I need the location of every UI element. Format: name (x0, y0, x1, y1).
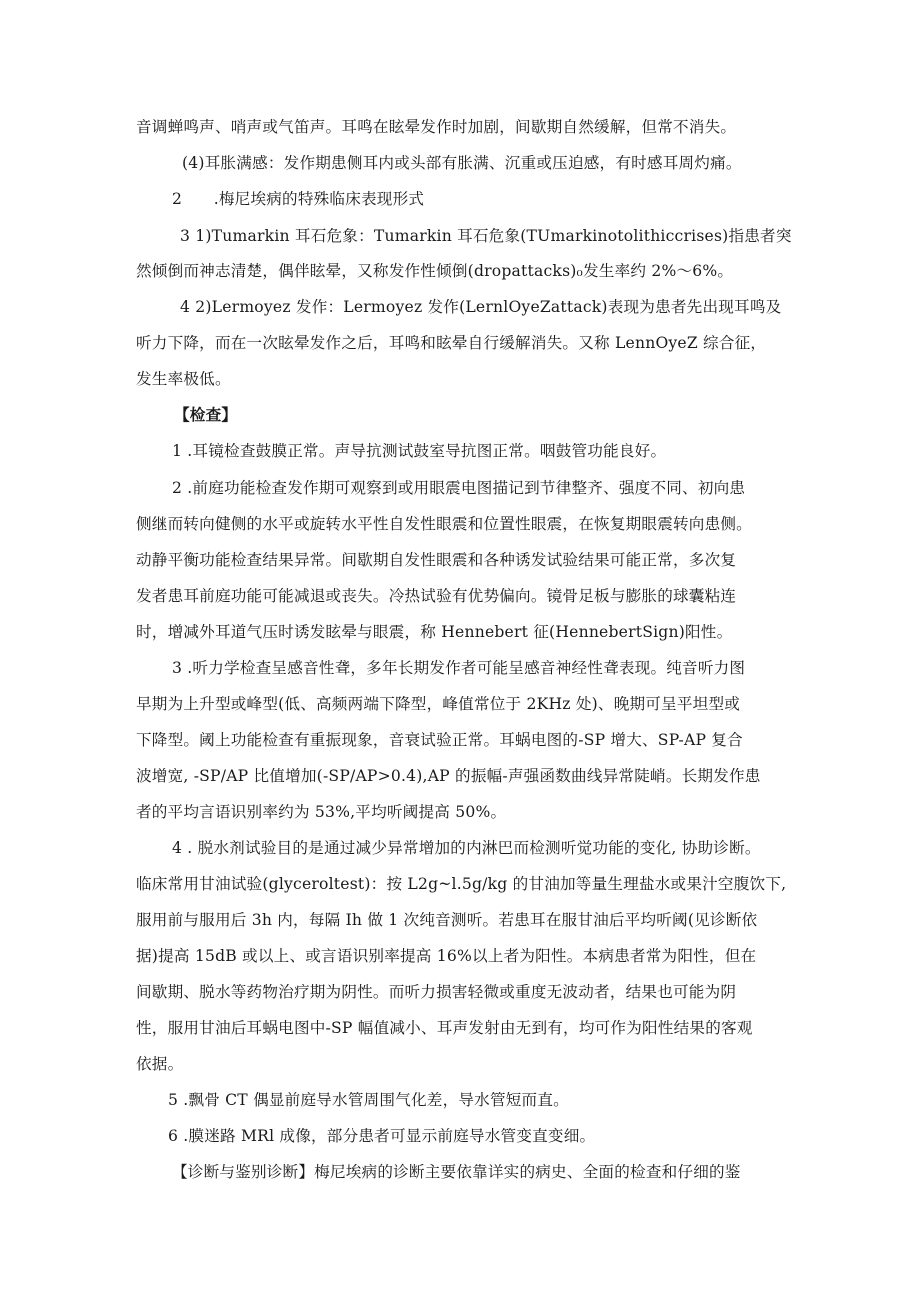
paragraph-line: 下降型。阈上功能检查有重振现象，音衰试验正常。耳蜗电图的-SP 增大、SP-AP 复合 (136, 731, 743, 749)
paragraph-line: 依据。 (136, 1055, 184, 1073)
paragraph-line: 早期为上升型或峰型(低、高频两端下降型，峰值常位于 2KHz 处)、晚期可呈平坦型或 (136, 695, 741, 713)
paragraph-line: (4)耳胀满感：发作期患侧耳内或头部有胀满、沉重或压迫感，有时感耳周灼痛。 (182, 154, 742, 172)
paragraph-line: 然倾倒而神志清楚，偶伴眩晕，又称发作性倾倒(dropattacks)₀发生率约 2%～6%。 (136, 262, 734, 280)
paragraph-line: 服用前与服用后 3h 内，每隔 Ih 做 1 次纯音测听。若患耳在服甘油后平均听阈(见诊断依 (136, 911, 758, 929)
paragraph-line: 4 . 脱水剂试验目的是通过减少异常增加的内淋巴而检测听觉功能的变化, 协助诊断。 (172, 839, 761, 857)
paragraph-line: 据)提高 15dB 或以上、或言语识别率提高 16%以上者为阳性。本病患者常为阳性，但在 (136, 947, 757, 965)
paragraph-line-diagnosis: 【诊断与鉴别诊断】梅尼埃病的诊断主要依靠详实的病史、全面的检查和仔细的鉴 (172, 1163, 741, 1181)
paragraph-line: 性，服用甘油后耳蜗电图中-SP 幅值减小、耳声发射由无到有，均可作为阳性结果的客观 (136, 1019, 753, 1037)
paragraph-line: 临床常用甘油试验(glyceroltest)：按 L2g~l.5g/kg 的甘油加等量生理盐水或果汁空腹饮下, (136, 875, 787, 893)
paragraph-line: 间歇期、脱水等药物治疗期为阴性。而听力损害轻微或重度无波动者，结果也可能为阴 (136, 983, 737, 1001)
paragraph-line: 听力下降，而在一次眩晕发作之后，耳鸣和眩晕自行缓解消失。又称 LennOyeZ 综合征， (136, 334, 767, 352)
paragraph-line: 者的平均言语识别率约为 53%,平均听阈提高 50%。 (136, 803, 507, 821)
paragraph-line: 发生率极低。 (136, 370, 231, 388)
paragraph-line: 发者患耳前庭功能可能减退或丧失。冷热试验有优势偏向。镜骨足板与膨胀的球囊粘连 (136, 587, 737, 605)
section-heading-exam: 【检查】 (174, 405, 238, 424)
paragraph-line: 6 .膜迷路 MRl 成像，部分患者可显示前庭导水管变直变细。 (168, 1127, 596, 1145)
paragraph-line: 2 .前庭功能检查发作期可观察到或用眼震电图描记到节律整齐、强度不同、初向患 (172, 479, 746, 497)
paragraph-line: 4 2)Lermoyez 发作：Lermoyez 发作(LernlOyeZattack)表现为患者先出现耳鸣及 (180, 298, 782, 316)
paragraph-line: 音调蝉鸣声、哨声或气笛声。耳鸣在眩晕发作时加剧，间歇期自然缓解，但常不消失。 (136, 118, 737, 136)
paragraph-line: 3 .听力学检查呈感音性聋，多年长期发作者可能呈感音神经性聋表现。纯音听力图 (172, 659, 746, 677)
paragraph-line: 侧继而转向健侧的水平或旋转水平性自发性眼震和位置性眼震，在恢复期眼震转向患侧。 (136, 515, 752, 533)
paragraph-line: 动静平衡功能检查结果异常。间歇期自发性眼震和各种诱发试验结果可能正常，多次复 (136, 551, 737, 569)
paragraph-line: 1 .耳镜检查鼓膜正常。声导抗测试鼓室导抗图正常。咽鼓管功能良好。 (172, 442, 667, 460)
section-subheading: 2 .梅尼埃病的特殊临床表现形式 (172, 190, 425, 208)
paragraph-line: 5 .飘骨 CT 偶显前庭导水管周围气化差，导水管短而直。 (168, 1091, 569, 1109)
paragraph-line: 3 1)Tumarkin 耳石危象：Tumarkin 耳石危象(TUmarkinotolithiccrises)指患者突 (180, 227, 792, 245)
paragraph-line: 时，增减外耳道气压时诱发眩晕与眼震，称 Hennebert 征(HennebertSign)阳性。 (136, 623, 733, 641)
paragraph-line: 波增宽, -SP/AP 比值增加(-SP/AP>0.4),AP 的振幅-声强函数曲线异常陡峭。长期发作患 (136, 767, 761, 785)
